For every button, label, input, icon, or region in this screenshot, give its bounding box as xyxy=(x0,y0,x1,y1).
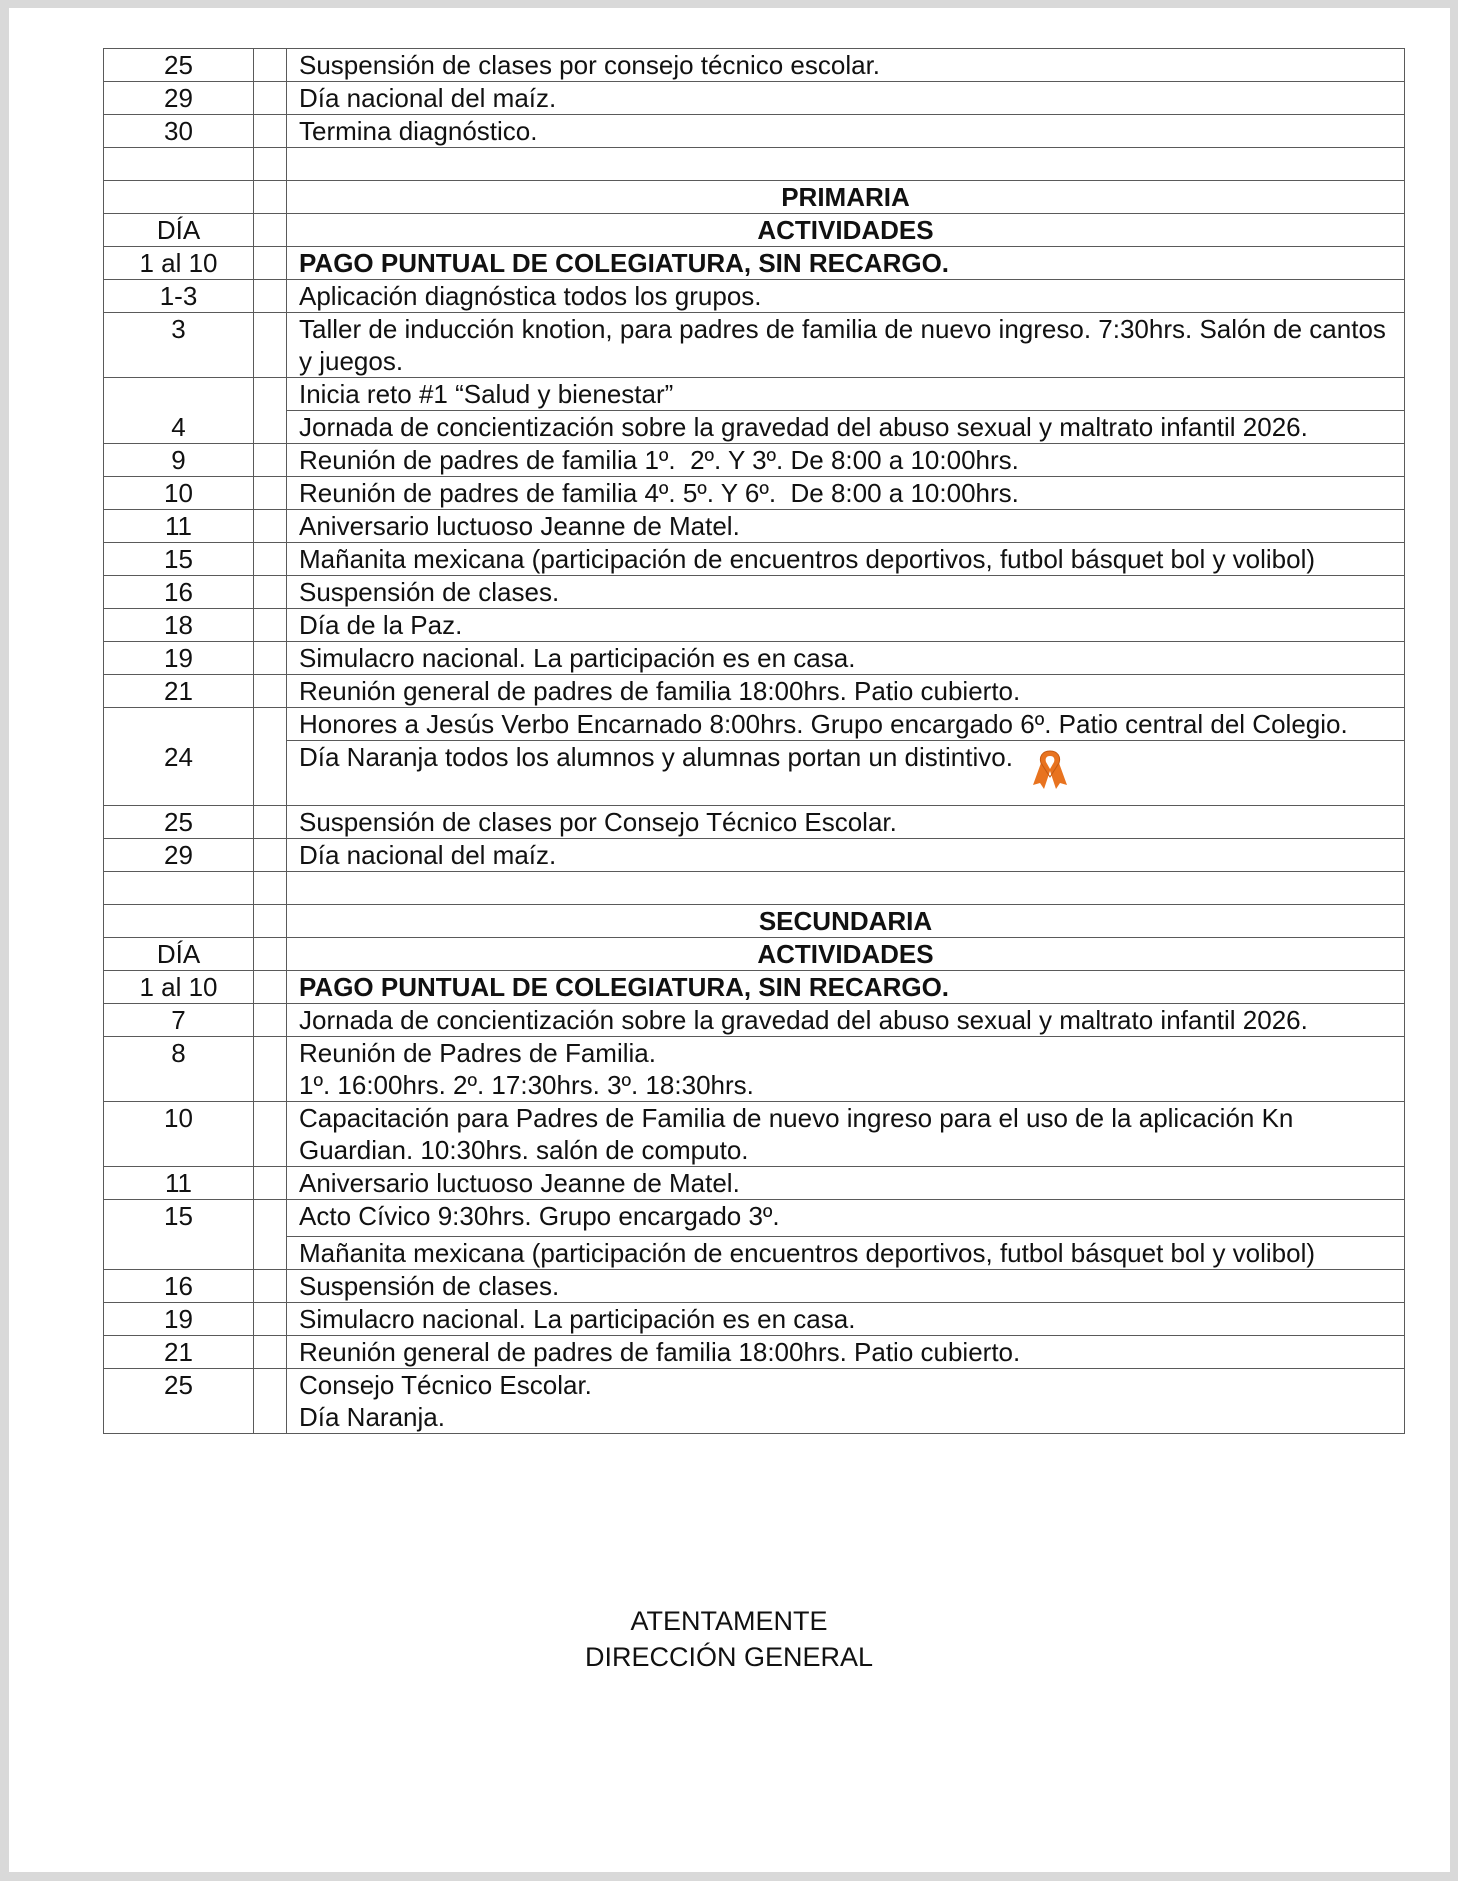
activities-column-header: ACTIVIDADES xyxy=(287,938,1405,971)
day-cell: 30 xyxy=(104,115,254,148)
activity-cell: Suspensión de clases. xyxy=(287,576,1405,609)
day-cell: 18 xyxy=(104,609,254,642)
spacer-cell xyxy=(254,49,287,82)
activity-cell: Día nacional del maíz. xyxy=(287,839,1405,872)
closing-salutation: ATENTAMENTE xyxy=(630,1606,828,1636)
table-row xyxy=(104,543,1405,576)
day-column-header: DÍA xyxy=(104,214,254,247)
activity-cell: Capacitación para Padres de Familia de nuevo ingreso para el uso de la aplicación Kn Guardian. 10:30hrs. salón de computo. xyxy=(287,1102,1405,1167)
day-cell: 25 xyxy=(104,806,254,839)
activity-cell: Aniversario luctuoso Jeanne de Matel. xyxy=(287,1167,1405,1200)
table-row xyxy=(104,1270,1405,1303)
day-cell: 1 al 10 xyxy=(104,247,254,280)
activity-cell: Simulacro nacional. La participación es en casa. xyxy=(287,1303,1405,1336)
activity-cell: Reunión de padres de familia 4º. 5º. Y 6º. De 8:00 a 10:00hrs. xyxy=(287,477,1405,510)
table-row xyxy=(104,609,1405,642)
activities-calendar-table xyxy=(103,48,1405,1434)
activity-cell: Simulacro nacional. La participación es en casa. xyxy=(287,642,1405,675)
spacer-cell xyxy=(254,115,287,148)
activity-text: Día Naranja todos los alumnos y alumnas portan un distintivo. xyxy=(299,742,1013,772)
header-row xyxy=(104,938,1405,971)
day-cell: 24 xyxy=(104,708,254,806)
section-title-primaria: PRIMARIA xyxy=(287,181,1405,214)
day-cell: 15 xyxy=(104,1200,254,1270)
table-row xyxy=(104,1369,1405,1434)
day-cell: 25 xyxy=(104,1369,254,1434)
table-row xyxy=(104,1004,1405,1037)
day-cell: 21 xyxy=(104,1336,254,1369)
table-row xyxy=(104,49,1405,82)
activity-line: Día Naranja. xyxy=(299,1402,445,1432)
page-frame-left xyxy=(0,0,9,1881)
table-row xyxy=(104,115,1405,148)
activity-cell: Taller de inducción knotion, para padres de familia de nuevo ingreso. 7:30hrs. Salón de cantos y juegos. xyxy=(287,313,1405,378)
table-row xyxy=(104,1303,1405,1336)
activity-cell: Día de la Paz. xyxy=(287,609,1405,642)
activity-cell: Mañanita mexicana (participación de encuentros deportivos, futbol básquet bol y volibol) xyxy=(287,543,1405,576)
activity-cell: Acto Cívico 9:30hrs. Grupo encargado 3º. xyxy=(287,1200,1405,1237)
table-row xyxy=(104,477,1405,510)
activity-cell: Jornada de concientización sobre la gravedad del abuso sexual y maltrato infantil 2026. xyxy=(287,1004,1405,1037)
table-row xyxy=(104,378,1405,411)
table-row xyxy=(104,576,1405,609)
table-row xyxy=(104,444,1405,477)
activity-cell: Día nacional del maíz. xyxy=(287,82,1405,115)
activity-cell: PAGO PUNTUAL DE COLEGIATURA, SIN RECARGO. xyxy=(287,971,1405,1004)
table-row xyxy=(104,313,1405,378)
activity-cell: Jornada de concientización sobre la gravedad del abuso sexual y maltrato infantil 2026. xyxy=(287,411,1405,444)
day-cell: 11 xyxy=(104,510,254,543)
activity-cell-multiline xyxy=(287,1369,1405,1434)
day-cell: 25 xyxy=(104,49,254,82)
day-cell: 9 xyxy=(104,444,254,477)
activity-cell: Mañanita mexicana (participación de encuentros deportivos, futbol básquet bol y volibol) xyxy=(287,1237,1405,1270)
closing-signature-office: DIRECCIÓN GENERAL xyxy=(584,1642,874,1672)
activity-cell: Aniversario luctuoso Jeanne de Matel. xyxy=(287,510,1405,543)
page-frame-top xyxy=(0,0,1458,8)
day-cell: 19 xyxy=(104,642,254,675)
day-cell: 10 xyxy=(104,1102,254,1167)
day-cell: 1-3 xyxy=(104,280,254,313)
activity-cell: Suspensión de clases. xyxy=(287,1270,1405,1303)
day-cell: 11 xyxy=(104,1167,254,1200)
day-cell: 1 al 10 xyxy=(104,971,254,1004)
day-cell: 21 xyxy=(104,675,254,708)
document-page xyxy=(9,8,1450,1872)
table-row xyxy=(104,1037,1405,1102)
table-row xyxy=(104,839,1405,872)
activity-cell: Suspensión de clases por Consejo Técnico Escolar. xyxy=(287,806,1405,839)
activity-line: Consejo Técnico Escolar. xyxy=(299,1370,592,1400)
table-row xyxy=(104,1200,1405,1237)
orange-ribbon-icon xyxy=(1028,747,1072,793)
activity-line: 1º. 16:00hrs. 2º. 17:30hrs. 3º. 18:30hrs. xyxy=(299,1070,754,1100)
table-row xyxy=(104,708,1405,741)
empty-row xyxy=(104,872,1405,905)
table-row xyxy=(104,82,1405,115)
spacer-cell xyxy=(254,82,287,115)
table-row xyxy=(104,806,1405,839)
table-row xyxy=(104,1102,1405,1167)
day-cell: 16 xyxy=(104,1270,254,1303)
table-row xyxy=(104,1336,1405,1369)
activity-cell: Inicia reto #1 “Salud y bienestar” xyxy=(287,378,1405,411)
activity-cell: Reunión general de padres de familia 18:00hrs. Patio cubierto. xyxy=(287,675,1405,708)
day-column-header: DÍA xyxy=(104,938,254,971)
day-cell: 4 xyxy=(104,378,254,444)
day-cell: 8 xyxy=(104,1037,254,1102)
day-cell: 15 xyxy=(104,543,254,576)
activity-cell: Reunión de padres de familia 1º. 2º. Y 3º. De 8:00 a 10:00hrs. xyxy=(287,444,1405,477)
day-cell: 29 xyxy=(104,839,254,872)
day-cell: 7 xyxy=(104,1004,254,1037)
day-cell: 10 xyxy=(104,477,254,510)
activities-column-header: ACTIVIDADES xyxy=(287,214,1405,247)
page-frame-right xyxy=(1450,0,1458,1881)
section-title-row xyxy=(104,905,1405,938)
table-row xyxy=(104,247,1405,280)
activity-cell: PAGO PUNTUAL DE COLEGIATURA, SIN RECARGO. xyxy=(287,247,1405,280)
activity-line: Reunión de Padres de Familia. xyxy=(299,1038,656,1068)
table-row xyxy=(104,280,1405,313)
empty-row xyxy=(104,148,1405,181)
day-cell: 3 xyxy=(104,313,254,378)
activity-cell: Suspensión de clases por consejo técnico escolar. xyxy=(287,49,1405,82)
table-row xyxy=(104,741,1405,806)
table-row xyxy=(104,675,1405,708)
day-cell: 16 xyxy=(104,576,254,609)
table-row xyxy=(104,642,1405,675)
activity-cell: Termina diagnóstico. xyxy=(287,115,1405,148)
day-cell: 19 xyxy=(104,1303,254,1336)
activity-cell-multiline xyxy=(287,1037,1405,1102)
header-row xyxy=(104,214,1405,247)
activity-cell-with-icon xyxy=(287,741,1405,806)
activity-cell: Honores a Jesús Verbo Encarnado 8:00hrs. Grupo encargado 6º. Patio central del Colegio. xyxy=(287,708,1405,741)
day-cell: 29 xyxy=(104,82,254,115)
activity-cell: Reunión general de padres de familia 18:00hrs. Patio cubierto. xyxy=(287,1336,1405,1369)
section-title-row xyxy=(104,181,1405,214)
page-frame-bottom xyxy=(0,1872,1458,1881)
table-row xyxy=(104,411,1405,444)
table-row xyxy=(104,1237,1405,1270)
table-row xyxy=(104,510,1405,543)
table-row xyxy=(104,1167,1405,1200)
table-row xyxy=(104,971,1405,1004)
section-title-secundaria: SECUNDARIA xyxy=(287,905,1405,938)
activity-cell: Aplicación diagnóstica todos los grupos. xyxy=(287,280,1405,313)
